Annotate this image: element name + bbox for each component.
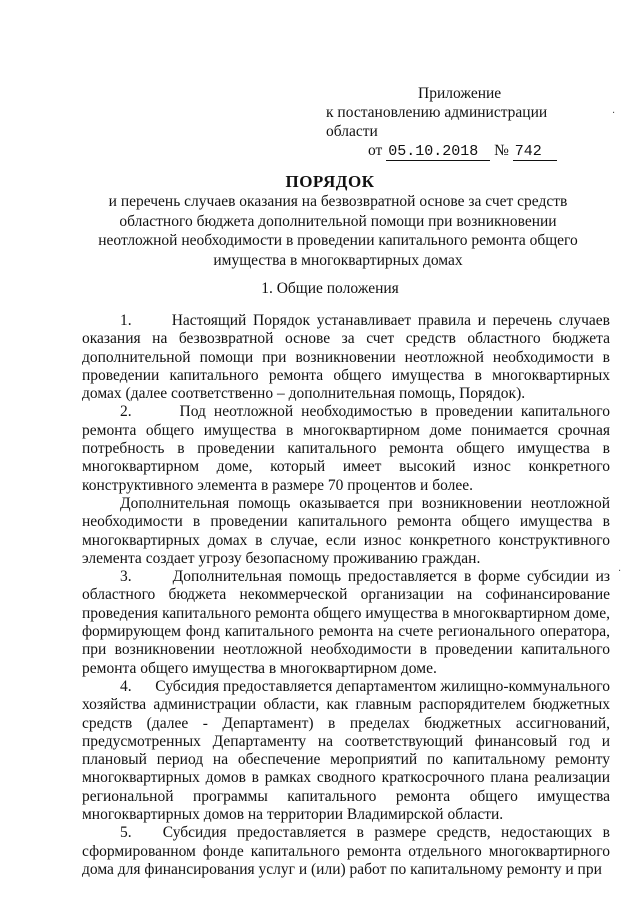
paragraph-2-continued: Дополнительная помощь оказывается при возникновении неотложной необходимости в проведении капитального ремонта общего имущества в многоквартирных домах в случае, если износ конкретного конструктивного элемента создает угрозу безопасному проживанию граждан. [82,494,610,567]
paragraph-4: 4. Субсидия предоставляется департаментом жилищно-коммунального хозяйства администрации области, как главным распорядителем бюджетных средств (далее - Департамент) в пределах бюджетных ассигнований, предусмотренных Департаменту на соответствующий финансовый год и плановый период на обеспечение мероприятий по капитальному ремонту многоквартирных домов в рамках сводного краткосрочного плана реализации региональной программы капитального ремонта общего имущества многоквартирных домов на территории Владимирской области. [82,677,610,824]
resolution-reference: к постановлению администрации области [326,104,548,140]
scan-mark: · [618,566,622,577]
number-prefix: № [494,142,509,159]
date-number-line [300,141,600,161]
appendix-label: Приложение [418,85,502,102]
document-title: ПОРЯДОК [285,172,375,191]
paragraph-5: 5. Субсидия предоставляется в размере средств, недостающих в сформированном фонде капитального ремонта отдельного многоквартирного дома для финансирования услуг и (или) работ по капитальному ремонту и при [82,824,610,878]
date-prefix: от [368,142,383,159]
paragraph-3: 3. Дополнительная помощь предоставляется в форме субсидии из областного бюджета некоммерческой организации на софинансирование проведения капитального ремонта общего имущества в многоквартирном доме, формирующем фонд капитального ремонта на счете регионального оператора, при возникновении неотложной необходимости в проведении капитального ремонта общего имущества в многоквартирном доме. [82,568,610,677]
document-subtitle: и перечень случаев оказания на безвозвратной основе за счет средств областного бюджета дополнительной помощи при возникновении неотложной необходимости в проведении капитального ремонта общего имущества в многоквартирных домах [98,193,578,269]
section-heading: 1. Общие положения [261,280,399,297]
approval-block [300,84,600,161]
paragraph-2: 2. Под неотложной необходимостью в проведении капитального ремонта общего имущества в многоквартирном доме понимается срочная потребность в проведении капитального ремонта общего имущества в многоквартирном доме, который имеет высокий износ конкретного конструктивного элемента в размере 70 процентов и более. [82,403,610,494]
body-text [82,312,610,879]
number-value: 742 [513,144,557,161]
scan-mark: · [612,108,616,119]
date-value: 05.10.2018 [386,144,490,161]
paragraph-1: 1. Настоящий Порядок устанавливает правила и перечень случаев оказания на безвозвратной основе за счет средств областного бюджета дополнительной помощи при возникновении неотложной необходимости в проведении капитального ремонта общего имущества в многоквартирных домах (далее соответственно – дополнительная помощь, Порядок). [82,312,610,403]
